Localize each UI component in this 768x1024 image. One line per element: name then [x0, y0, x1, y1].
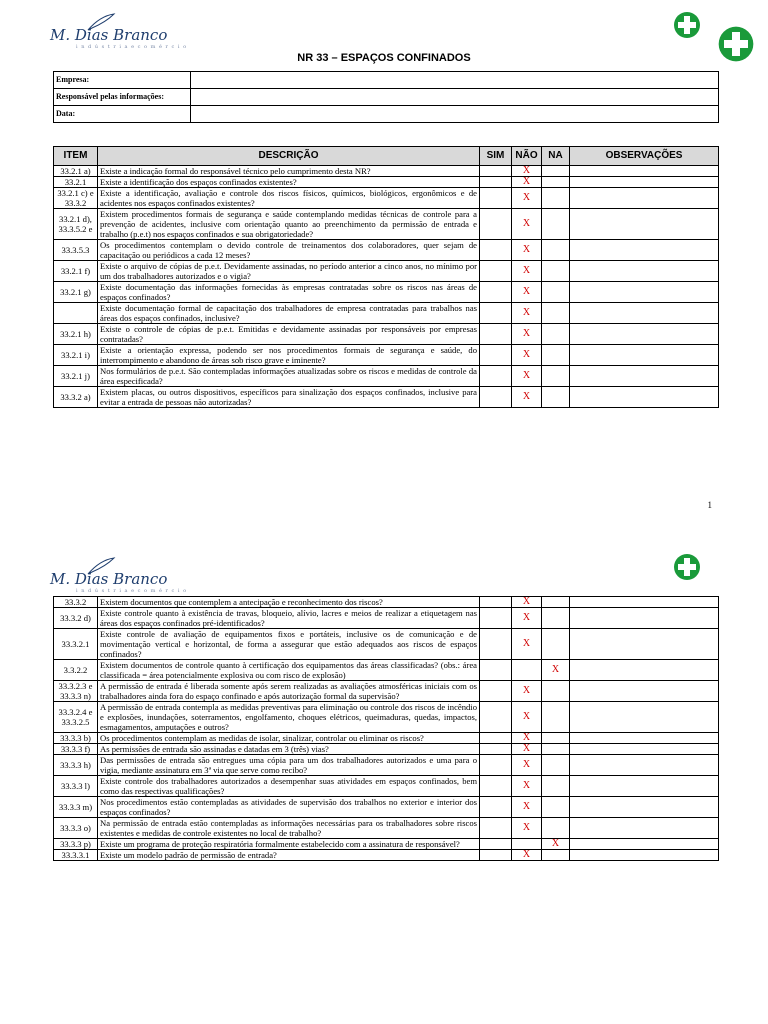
item-code: 33.3.3 b) — [54, 733, 98, 744]
sim-cell[interactable] — [480, 850, 512, 861]
checklist-row — [54, 188, 719, 209]
x-mark: X — [522, 743, 531, 754]
item-description: Das permissões de entrada são entregues uma cópia para um dos trabalhadores autorizados e uma para o vigia, mediante assinatura em 3ª via que serve como recibo? — [98, 755, 480, 776]
responsavel-field[interactable] — [191, 89, 719, 106]
checklist-row — [54, 597, 719, 608]
sim-cell[interactable] — [480, 261, 512, 282]
x-mark: X — [522, 391, 531, 402]
x-mark: X — [522, 265, 531, 276]
checklist-row — [54, 209, 719, 240]
observacoes-cell[interactable] — [570, 177, 719, 188]
observacoes-cell[interactable] — [570, 755, 719, 776]
item-description: Existe o controle de cópias de p.e.t. Emitidas e devidamente assinadas por responsáveis por empresas contratadas? — [98, 324, 480, 345]
company-logo: M. Dias Branco i n d ú s t r i a e c o m é r c i o — [50, 570, 187, 594]
x-mark: X — [551, 664, 560, 675]
sim-cell[interactable] — [480, 188, 512, 209]
item-code: 33.3.3 f) — [54, 744, 98, 755]
item-description: Existe controle dos trabalhadores autorizados a desempenhar suas atividades em espaços confinados, bem como das respectivas qualificações? — [98, 776, 480, 797]
header-observacoes: OBSERVAÇÕES — [570, 147, 719, 166]
sim-cell[interactable] — [480, 797, 512, 818]
nao-cell[interactable] — [512, 282, 542, 303]
x-mark: X — [522, 244, 531, 255]
na-cell[interactable] — [542, 702, 570, 733]
checklist-row — [54, 177, 719, 188]
item-description: Existe documentação das informações fornecidas às empresas contratadas sobre os riscos nas áreas de espaços confinados? — [98, 282, 480, 303]
checklist-row — [54, 818, 719, 839]
checklist-row — [54, 733, 719, 744]
na-cell[interactable] — [542, 240, 570, 261]
na-cell[interactable] — [542, 755, 570, 776]
item-code: 33.3.2 — [54, 597, 98, 608]
na-cell[interactable] — [542, 345, 570, 366]
nao-cell[interactable] — [512, 324, 542, 345]
item-code: 3.3.2.2 — [54, 660, 98, 681]
checklist-row — [54, 776, 719, 797]
observacoes-cell[interactable] — [570, 166, 719, 177]
item-description: Existe documentação formal de capacitação dos trabalhadores de empresa contratadas para trabalhos nas áreas dos espaços confinados, inclusive? — [98, 303, 480, 324]
checklist-row — [54, 608, 719, 629]
na-cell[interactable] — [542, 818, 570, 839]
item-description: Existe o arquivo de cópias de p.e.t. Devidamente assinadas, no período anterior a cinco anos, no mínimo por um dos trabalhadores autorizados e o vigia? — [98, 261, 480, 282]
x-mark: X — [522, 349, 531, 360]
observacoes-cell[interactable] — [570, 240, 719, 261]
observacoes-cell[interactable] — [570, 608, 719, 629]
na-cell[interactable] — [542, 166, 570, 177]
health-cross-icon — [672, 10, 702, 40]
item-code: 33.2.1 h) — [54, 324, 98, 345]
item-description: Existe a orientação expressa, podendo ser nos procedimentos formais de segurança e saúde, do interrompimento e abandono de áreas sob risco grave e iminente? — [98, 345, 480, 366]
item-description: Nos formulários de p.e.t. São contempladas informações atualizadas sobre os riscos e medidas de controle da área especificada? — [98, 366, 480, 387]
item-description: A permissão de entrada contempla as medidas preventivas para eliminação ou controle dos riscos de incêndio e explosões, inundações, soterramentos, engolfamento, choques elétricos, queimaduras, quedas, impactos, esmagamentos, amputações e outros? — [98, 702, 480, 733]
item-description: Existe a indicação formal do responsável técnico pelo cumprimento desta NR? — [98, 166, 480, 177]
sim-cell[interactable] — [480, 608, 512, 629]
nao-cell[interactable] — [512, 797, 542, 818]
na-cell[interactable] — [542, 303, 570, 324]
na-cell[interactable] — [542, 776, 570, 797]
item-description: Os procedimentos contemplam as medidas de isolar, sinalizar, controlar ou eliminar os riscos? — [98, 733, 480, 744]
checklist-row — [54, 629, 719, 660]
item-code: 33.3.3 o) — [54, 818, 98, 839]
x-mark: X — [522, 759, 531, 770]
x-mark: X — [522, 711, 531, 722]
item-description: Existem procedimentos formais de segurança e saúde contemplando medidas técnicas de controle para a prevenção de acidentes, inclusive com orientação quanto ao preenchimento da permissão de entrada e trabalho (p.e.t) nos espaços confinados e sua obrigatoriedade? — [98, 209, 480, 240]
item-code: 33.3.2.3 e 33.3.3 n) — [54, 681, 98, 702]
checklist-row — [54, 303, 719, 324]
x-mark: X — [522, 596, 531, 607]
item-description: Existe a identificação, avaliação e controle dos riscos físicos, químicos, biológicos, ergonômicos e de acidentes nos espaços confinados existentes? — [98, 188, 480, 209]
item-code: 33.3.2 a) — [54, 387, 98, 408]
na-cell[interactable] — [542, 282, 570, 303]
na-cell[interactable] — [542, 839, 570, 850]
item-code: 33.3.3 m) — [54, 797, 98, 818]
item-code: 33.2.1 g) — [54, 282, 98, 303]
na-cell[interactable] — [542, 744, 570, 755]
info-table — [53, 71, 719, 123]
sim-cell[interactable] — [480, 744, 512, 755]
x-mark: X — [522, 612, 531, 623]
sim-cell[interactable] — [480, 303, 512, 324]
observacoes-cell[interactable] — [570, 387, 719, 408]
na-cell[interactable] — [542, 188, 570, 209]
item-description: Existe um modelo padrão de permissão de entrada? — [98, 850, 480, 861]
x-mark: X — [522, 328, 531, 339]
header-na: NA — [542, 147, 570, 166]
x-mark: X — [522, 822, 531, 833]
sim-cell[interactable] — [480, 177, 512, 188]
na-cell[interactable] — [542, 660, 570, 681]
nao-cell[interactable] — [512, 188, 542, 209]
item-description: Existem placas, ou outros dispositivos, específicos para sinalização dos espaços confinados, inclusive para evitar a entrada de pessoas não autorizadas? — [98, 387, 480, 408]
sim-cell[interactable] — [480, 597, 512, 608]
x-mark: X — [522, 849, 531, 860]
nao-cell[interactable] — [512, 261, 542, 282]
header-nao: NÃO — [512, 147, 542, 166]
observacoes-cell[interactable] — [570, 188, 719, 209]
item-code: 33.3.2 d) — [54, 608, 98, 629]
item-code: 33.2.1 d), 33.3.5.2 e — [54, 209, 98, 240]
sim-cell[interactable] — [480, 282, 512, 303]
checklist-row — [54, 240, 719, 261]
x-mark: X — [522, 307, 531, 318]
checklist-row — [54, 366, 719, 387]
item-code: 33.3.3 l) — [54, 776, 98, 797]
checklist-row — [54, 387, 719, 408]
sim-cell[interactable] — [480, 166, 512, 177]
checklist-row — [54, 850, 719, 861]
nao-cell[interactable] — [512, 629, 542, 660]
x-mark: X — [522, 176, 531, 187]
feather-icon — [86, 556, 116, 576]
observacoes-cell[interactable] — [570, 839, 719, 850]
item-code: 33.2.1 — [54, 177, 98, 188]
header-sim: SIM — [480, 147, 512, 166]
observacoes-cell[interactable] — [570, 681, 719, 702]
item-description: Existem documentos que contemplem a antecipação e reconhecimento dos riscos? — [98, 597, 480, 608]
na-cell[interactable] — [542, 597, 570, 608]
x-mark: X — [522, 732, 531, 743]
checklist-row — [54, 744, 719, 755]
checklist-row — [54, 797, 719, 818]
nao-cell[interactable] — [512, 345, 542, 366]
header-descricao: DESCRIÇÃO — [98, 147, 480, 166]
checklist-row — [54, 702, 719, 733]
page-number: 1 — [707, 500, 712, 510]
item-code: 33.3.3 h) — [54, 755, 98, 776]
observacoes-cell[interactable] — [570, 660, 719, 681]
feather-icon — [86, 12, 116, 32]
x-mark: X — [522, 165, 531, 176]
checklist-row — [54, 681, 719, 702]
na-cell[interactable] — [542, 681, 570, 702]
sim-cell[interactable] — [480, 209, 512, 240]
na-cell[interactable] — [542, 366, 570, 387]
na-cell[interactable] — [542, 209, 570, 240]
item-code — [54, 303, 98, 324]
nao-cell[interactable] — [512, 209, 542, 240]
nao-cell[interactable] — [512, 818, 542, 839]
data-label: Data: — [54, 106, 191, 123]
sim-cell[interactable] — [480, 839, 512, 850]
item-description: Nos procedimentos estão contempladas as atividades de supervisão dos trabalhos no exterior e interior dos espaços confinados? — [98, 797, 480, 818]
x-mark: X — [522, 780, 531, 791]
page-2 — [0, 512, 768, 1024]
checklist-table-1 — [53, 146, 719, 408]
na-cell[interactable] — [542, 629, 570, 660]
nao-cell[interactable] — [512, 755, 542, 776]
observacoes-cell[interactable] — [570, 261, 719, 282]
observacoes-cell[interactable] — [570, 744, 719, 755]
x-mark: X — [522, 685, 531, 696]
na-cell[interactable] — [542, 177, 570, 188]
item-code: 33.3.2.4 e 33.3.2.5 — [54, 702, 98, 733]
nao-cell[interactable] — [512, 733, 542, 744]
empresa-label: Empresa: — [54, 72, 191, 89]
item-description: Existe controle quanto à existência de travas, bloqueio, alívio, lacres e meios de realizar a etiquetagem nas áreas dos espaços confinados pré-identificados? — [98, 608, 480, 629]
sim-cell[interactable] — [480, 345, 512, 366]
x-mark: X — [522, 638, 531, 649]
item-description: Os procedimentos contemplam o devido controle de treinamentos dos colaboradores, quer sejam de capacitação ou periódicos a cada 12 meses? — [98, 240, 480, 261]
sim-cell[interactable] — [480, 681, 512, 702]
observacoes-cell[interactable] — [570, 733, 719, 744]
na-cell[interactable] — [542, 261, 570, 282]
na-cell[interactable] — [542, 797, 570, 818]
observacoes-cell[interactable] — [570, 629, 719, 660]
checklist-row — [54, 345, 719, 366]
item-code: 33.2.1 a) — [54, 166, 98, 177]
observacoes-cell[interactable] — [570, 776, 719, 797]
na-cell[interactable] — [542, 608, 570, 629]
nao-cell[interactable] — [512, 240, 542, 261]
nao-cell[interactable] — [512, 660, 542, 681]
observacoes-cell[interactable] — [570, 366, 719, 387]
item-description: Na permissão de entrada estão contempladas as informações necessárias para os trabalhadores sobre riscos existentes e medidas de controle existentes no local de trabalho? — [98, 818, 480, 839]
item-code: 33.2.1 f) — [54, 261, 98, 282]
data-field[interactable] — [191, 106, 719, 123]
item-description: Existe controle de avaliação de equipamentos fixos e portáteis, inclusive os de comunicação e de movimentação vertical e horizontal, de forma a assegurar que estão adequados aos riscos de espaços confinados? — [98, 629, 480, 660]
sim-cell[interactable] — [480, 818, 512, 839]
checklist-row — [54, 166, 719, 177]
nao-cell[interactable] — [512, 776, 542, 797]
observacoes-cell[interactable] — [570, 797, 719, 818]
responsavel-label: Responsável pelas informações: — [54, 89, 191, 106]
sim-cell[interactable] — [480, 240, 512, 261]
x-mark: X — [522, 370, 531, 381]
observacoes-cell[interactable] — [570, 324, 719, 345]
na-cell[interactable] — [542, 733, 570, 744]
nao-cell[interactable] — [512, 597, 542, 608]
nao-cell[interactable] — [512, 387, 542, 408]
na-cell[interactable] — [542, 387, 570, 408]
nao-cell[interactable] — [512, 608, 542, 629]
item-code: 33.3.3.1 — [54, 850, 98, 861]
sim-cell[interactable] — [480, 387, 512, 408]
item-description: As permissões de entrada são assinadas e datadas em 3 (três) vias? — [98, 744, 480, 755]
page-title: NR 33 – ESPAÇOS CONFINADOS — [297, 52, 471, 64]
item-description: A permissão de entrada é liberada somente após serem realizadas as avaliações atmosféricas iniciais com os trabalhadores ainda fora do espaço confinado e após autorização formal da supervisão? — [98, 681, 480, 702]
item-code: 33.2.1 j) — [54, 366, 98, 387]
x-mark: X — [551, 838, 560, 849]
nao-cell[interactable] — [512, 850, 542, 861]
item-description: Existe a identificação dos espaços confinados existentes? — [98, 177, 480, 188]
sim-cell[interactable] — [480, 733, 512, 744]
health-cross-icon — [672, 552, 702, 582]
observacoes-cell[interactable] — [570, 282, 719, 303]
checklist-row — [54, 660, 719, 681]
empresa-field[interactable] — [191, 72, 719, 89]
sim-cell[interactable] — [480, 702, 512, 733]
nao-cell[interactable] — [512, 303, 542, 324]
sim-cell[interactable] — [480, 324, 512, 345]
checklist-row — [54, 282, 719, 303]
sim-cell[interactable] — [480, 755, 512, 776]
x-mark: X — [522, 192, 531, 203]
nao-cell[interactable] — [512, 177, 542, 188]
na-cell[interactable] — [542, 324, 570, 345]
x-mark: X — [522, 801, 531, 812]
item-code: 33.2.1 i) — [54, 345, 98, 366]
nao-cell[interactable] — [512, 744, 542, 755]
company-logo: M. Dias Branco i n d ú s t r i a e c o m é r c i o — [50, 26, 187, 50]
item-code: 33.3.5.3 — [54, 240, 98, 261]
item-description: Existe um programa de proteção respiratória formalmente estabelecido com a assinatura de responsável? — [98, 839, 480, 850]
checklist-row — [54, 324, 719, 345]
sim-cell[interactable] — [480, 366, 512, 387]
checklist-row — [54, 755, 719, 776]
item-description: Existem documentos de controle quanto à certificação dos equipamentos das áreas classificadas? (obs.: área classificada = área potencialmente explosiva ou com risco de explosão) — [98, 660, 480, 681]
observacoes-cell[interactable] — [570, 303, 719, 324]
nao-cell[interactable] — [512, 366, 542, 387]
x-mark: X — [522, 218, 531, 229]
observacoes-cell[interactable] — [570, 702, 719, 733]
checklist-row — [54, 261, 719, 282]
sim-cell[interactable] — [480, 629, 512, 660]
observacoes-cell[interactable] — [570, 850, 719, 861]
sim-cell[interactable] — [480, 660, 512, 681]
nao-cell[interactable] — [512, 839, 542, 850]
nao-cell[interactable] — [512, 681, 542, 702]
observacoes-cell[interactable] — [570, 597, 719, 608]
item-code: 33.3.3 p) — [54, 839, 98, 850]
observacoes-cell[interactable] — [570, 818, 719, 839]
item-code: 33.3.2.1 — [54, 629, 98, 660]
sim-cell[interactable] — [480, 776, 512, 797]
nao-cell[interactable] — [512, 166, 542, 177]
observacoes-cell[interactable] — [570, 345, 719, 366]
na-cell[interactable] — [542, 850, 570, 861]
observacoes-cell[interactable] — [570, 209, 719, 240]
checklist-row — [54, 839, 719, 850]
checklist-table-2 — [53, 596, 719, 861]
nao-cell[interactable] — [512, 702, 542, 733]
x-mark: X — [522, 286, 531, 297]
item-code: 33.2.1 c) e 33.3.2 — [54, 188, 98, 209]
header-item: ITEM — [54, 147, 98, 166]
